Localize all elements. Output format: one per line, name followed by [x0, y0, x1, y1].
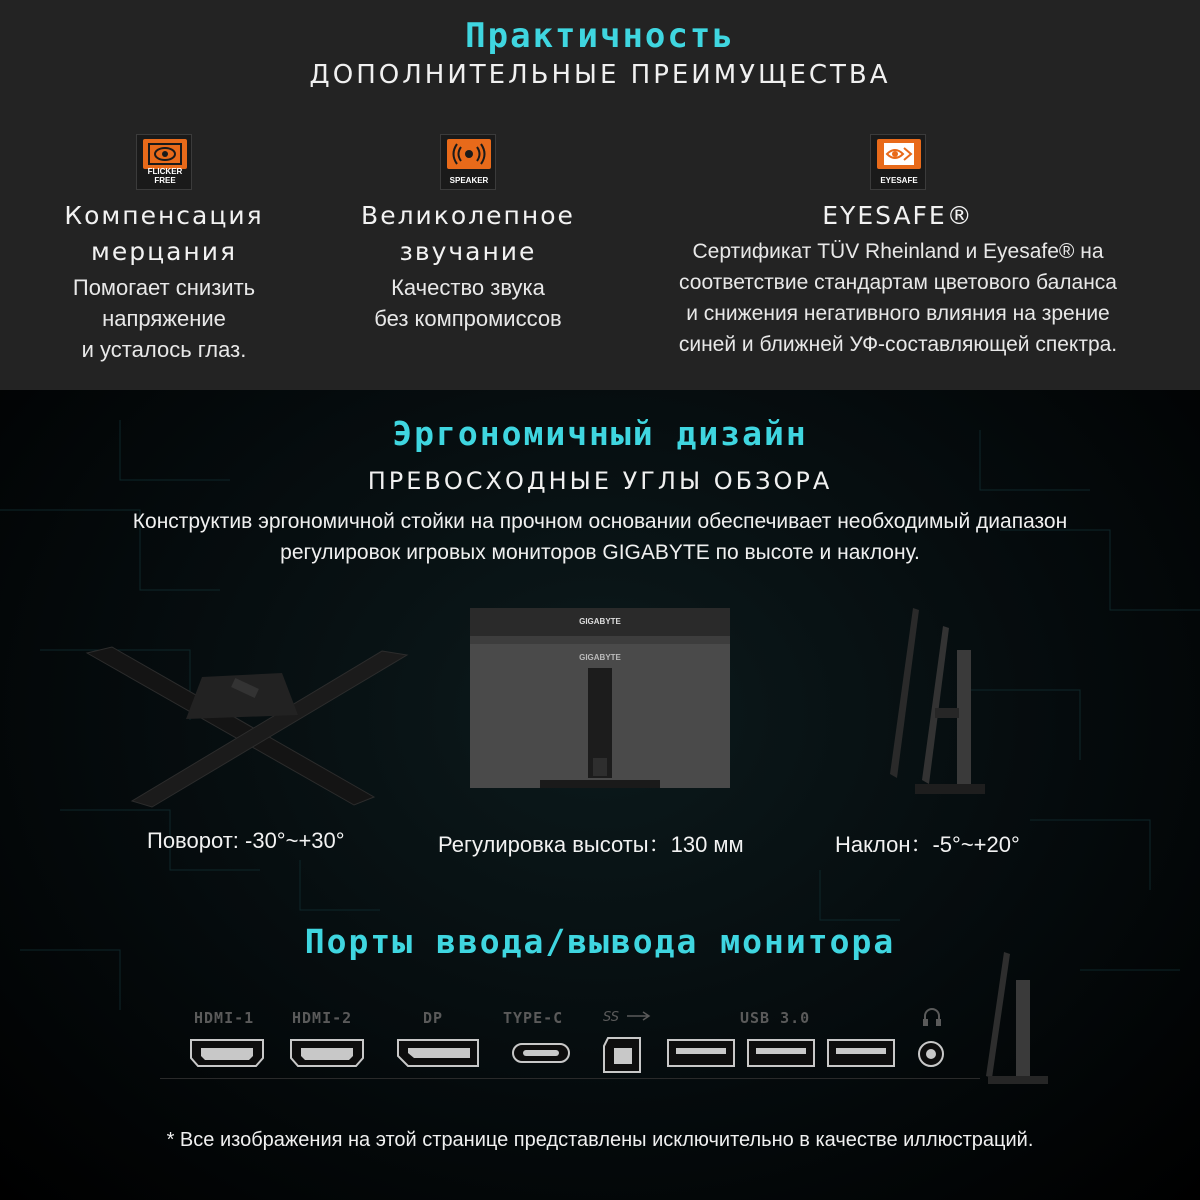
port-label-usb: USB 3.0 — [740, 1009, 811, 1027]
feature-desc-line2: соответствие стандартам цветового баланса — [679, 271, 1117, 294]
feature-desc-line4: синей и ближней УФ-составляющей спектра. — [678, 333, 1118, 356]
usb-a-port-2-icon — [748, 1040, 814, 1066]
ergonomics-section — [0, 390, 1200, 1200]
feature-title-line1: EYESAFE® — [822, 201, 974, 230]
eyesafe-icon-caption: EYESAFE — [880, 176, 918, 185]
tilt-monitor-image — [885, 608, 985, 804]
feature-title-line1: Великолепное — [361, 201, 575, 230]
eyesafe-icon — [870, 134, 926, 190]
footnote: * Все изображения на этой странице представлены исключительно в качестве иллюстраций. — [166, 1129, 1034, 1151]
height-caption: Регулировка высоты：130 мм — [438, 832, 744, 857]
usb-a-port-3-icon — [828, 1040, 894, 1066]
headphone-icon — [921, 1006, 943, 1028]
feature-flicker-free — [30, 134, 298, 365]
feature-speaker — [334, 134, 602, 334]
swivel-monitor-image — [82, 645, 412, 815]
dp-port-icon — [398, 1040, 478, 1066]
flicker-free-icon — [136, 134, 192, 190]
ergonomics-desc-line1: Конструктив эргономичной стойки на прочном основании обеспечивает необходимый диапазон — [132, 510, 1068, 533]
ergonomics-title: Эргономичный дизайн — [392, 414, 808, 453]
brand-label-lower: GIGABYTE — [579, 653, 621, 662]
feature-desc-line2: напряжение — [102, 306, 226, 331]
port-label-hdmi2: HDMI-2 — [292, 1009, 353, 1027]
practicality-section — [0, 0, 1200, 390]
feature-desc-line2: без компромиссов — [374, 306, 562, 331]
hdmi2-port-icon — [291, 1040, 363, 1066]
tilt-caption: Наклон：-5°~+20° — [835, 832, 1020, 857]
usb-a-port-1-icon — [668, 1040, 734, 1066]
brand-label: GIGABYTE — [579, 617, 621, 626]
practicality-subtitle: ДОПОЛНИТЕЛЬНЫЕ ПРЕИМУЩЕСТВА — [309, 60, 891, 90]
port-label-typec: TYPE-C — [503, 1009, 564, 1027]
feature-title-line2: звучание — [399, 237, 537, 266]
port-label-dp: DP — [423, 1009, 444, 1027]
audio-jack-port-icon — [919, 1042, 943, 1066]
height-monitor-image — [470, 608, 732, 798]
side-monitor-image — [982, 950, 1052, 1090]
usb-b-port-icon — [604, 1038, 640, 1072]
feature-desc-line3: и усталось глаз. — [81, 337, 247, 362]
feature-desc-line1: Помогает снизить — [72, 275, 256, 300]
practicality-title: Практичность — [465, 16, 735, 56]
svg-text:SS: SS — [603, 1010, 620, 1023]
feature-desc-line1: Сертификат TÜV Rheinland и Eyesafe® на — [692, 240, 1104, 263]
speaker-icon — [440, 134, 496, 190]
swivel-caption: Поворот: -30°~+30° — [147, 828, 345, 853]
port-panel-divider — [160, 1078, 980, 1079]
feature-desc-line3: и снижения негативного влияния на зрение — [686, 302, 1110, 325]
ports-title: Порты ввода/вывода монитора — [304, 922, 896, 961]
ergonomics-description — [0, 506, 1200, 568]
flicker-free-icon-caption: FLICKER FREE — [147, 167, 183, 185]
port-label-hdmi1: HDMI-1 — [194, 1009, 255, 1027]
ergonomics-desc-line2: регулировок игровых мониторов GIGABYTE по высоте и наклону. — [280, 541, 920, 564]
speaker-icon-caption: SPEAKER — [449, 176, 489, 185]
superspeed-usb-icon — [603, 1009, 651, 1023]
hdmi1-port-icon — [191, 1040, 263, 1066]
typec-port-icon — [513, 1044, 569, 1062]
ergonomics-subtitle: ПРЕВОСХОДНЫЕ УГЛЫ ОБЗОРА — [367, 467, 833, 495]
feature-title-line1: Компенсация — [64, 201, 264, 230]
feature-desc-line1: Качество звука — [391, 275, 545, 300]
feature-title-line2: мерцания — [90, 237, 238, 266]
feature-eyesafe — [636, 134, 1160, 360]
